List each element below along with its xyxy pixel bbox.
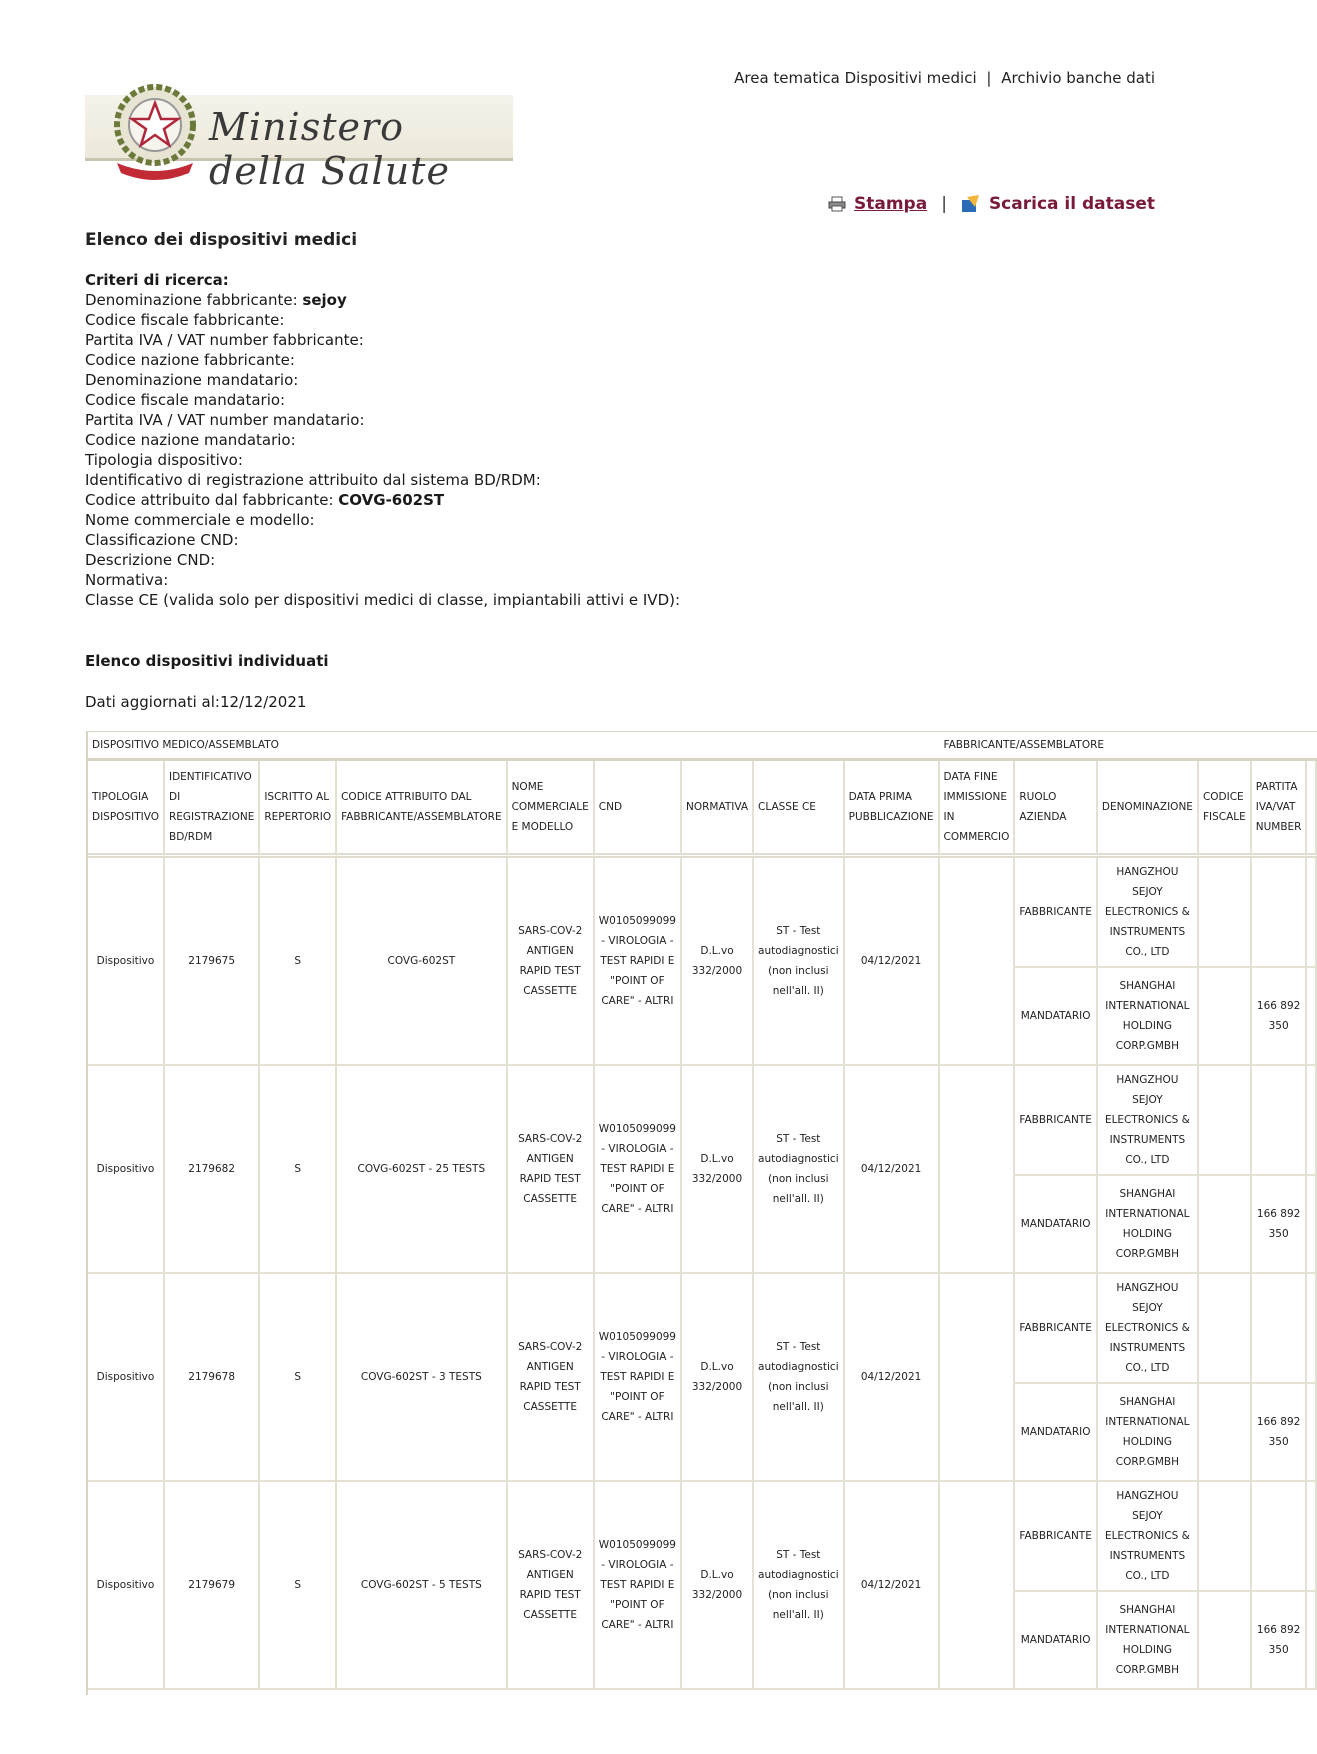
- cell-iscritto: S: [260, 1482, 337, 1690]
- column-header[interactable]: TIPOLOGIA DISPOSITIVO: [88, 761, 165, 858]
- cell-iscritto: S: [260, 858, 337, 1066]
- cell-cf: [1199, 1592, 1252, 1690]
- table-row: [88, 1274, 1317, 1384]
- results-title: Elenco dispositivi individuati: [85, 652, 329, 670]
- table-row: [88, 1066, 1317, 1176]
- group-header-device: DISPOSITIVO MEDICO/ASSEMBLATO: [88, 731, 940, 761]
- cell-id: 2179678: [165, 1274, 260, 1482]
- criteria-value: sejoy: [302, 291, 347, 309]
- cell-normativa: D.L.vo 332/2000: [682, 1482, 754, 1690]
- cell-tipologia: Dispositivo: [88, 1274, 165, 1482]
- cell-cnd: W0105099099 - VIROLOGIA - TEST RAPIDI E "POINT OF CARE" - ALTRI: [595, 1274, 682, 1482]
- cell-denominazione: HANGZHOU SEJOY ELECTRONICS & INSTRUMENTS CO., LTD: [1098, 1482, 1199, 1592]
- cell-nome: SARS-COV-2 ANTIGEN RAPID TEST CASSETTE: [508, 1482, 595, 1690]
- criteria-item: [85, 330, 680, 350]
- cell-cutoff: [1307, 968, 1317, 1066]
- cell-data-fine: [940, 1066, 1016, 1274]
- cell-cutoff: [1307, 858, 1317, 968]
- cell-codice: COVG-602ST - 3 TESTS: [337, 1274, 507, 1482]
- cell-denominazione: SHANGHAI INTERNATIONAL HOLDING CORP.GMBH: [1098, 968, 1199, 1066]
- criteria-item: [85, 370, 680, 390]
- nav-separator: |: [986, 69, 992, 87]
- results-table-body: [88, 858, 1317, 1690]
- criteria-item: [85, 490, 680, 510]
- cell-data-pub: 04/12/2021: [845, 1482, 940, 1690]
- cell-ruolo: FABBRICANTE: [1015, 1482, 1097, 1592]
- cell-data-pub: 04/12/2021: [845, 1274, 940, 1482]
- cell-cf: [1199, 968, 1252, 1066]
- cell-data-fine: [940, 1482, 1016, 1690]
- cell-cutoff: [1307, 1384, 1317, 1482]
- cell-cutoff: [1307, 1176, 1317, 1274]
- cell-cutoff: [1307, 1066, 1317, 1176]
- criteria-label: Codice fiscale mandatario:: [85, 391, 286, 409]
- column-header[interactable]: DENOMINAZIONE: [1098, 761, 1199, 858]
- criteria-value: COVG-602ST: [338, 491, 445, 509]
- cell-piva: [1252, 1274, 1308, 1384]
- actions-separator: |: [941, 194, 947, 214]
- cell-tipologia: Dispositivo: [88, 1066, 165, 1274]
- criteria-item: [85, 290, 680, 310]
- criteria-label: Codice fiscale fabbricante:: [85, 311, 285, 329]
- criteria-item: [85, 350, 680, 370]
- results-table-container[interactable]: [86, 731, 1302, 1695]
- table-row: [88, 1482, 1317, 1592]
- data-updated-date: Dati aggiornati al:12/12/2021: [85, 693, 307, 711]
- dataset-download-icon[interactable]: [961, 195, 981, 213]
- cell-piva: [1252, 1482, 1308, 1592]
- cell-denominazione: HANGZHOU SEJOY ELECTRONICS & INSTRUMENTS CO., LTD: [1098, 858, 1199, 968]
- results-table: [88, 731, 1317, 1690]
- cell-iscritto: S: [260, 1274, 337, 1482]
- criteria-label: Normativa:: [85, 571, 169, 589]
- cell-nome: SARS-COV-2 ANTIGEN RAPID TEST CASSETTE: [508, 1066, 595, 1274]
- criteria-label: Codice attribuito dal fabbricante:: [85, 491, 334, 509]
- criteria-item: [85, 430, 680, 450]
- nav-link-archivio-banche-dati[interactable]: Archivio banche dati: [1001, 69, 1155, 87]
- criteria-label: Partita IVA / VAT number mandatario:: [85, 411, 365, 429]
- criteria-item: [85, 470, 680, 490]
- cell-denominazione: SHANGHAI INTERNATIONAL HOLDING CORP.GMBH: [1098, 1176, 1199, 1274]
- column-header[interactable]: DATA PRIMA PUBBLICAZIONE: [845, 761, 940, 858]
- cell-nome: SARS-COV-2 ANTIGEN RAPID TEST CASSETTE: [508, 858, 595, 1066]
- cell-iscritto: S: [260, 1066, 337, 1274]
- cell-data-pub: 04/12/2021: [845, 858, 940, 1066]
- cell-denominazione: SHANGHAI INTERNATIONAL HOLDING CORP.GMBH: [1098, 1384, 1199, 1482]
- criteria-item: [85, 510, 680, 530]
- criteria-label: Denominazione mandatario:: [85, 371, 299, 389]
- cell-piva: 166 892 350: [1252, 1592, 1308, 1690]
- search-criteria-section: [85, 230, 680, 610]
- cell-classe: ST - Test autodiagnostici (non inclusi nell'all. II): [754, 858, 845, 1066]
- criteria-item: [85, 310, 680, 330]
- criteria-item: [85, 450, 680, 470]
- ministry-logo[interactable]: [85, 75, 513, 193]
- cell-normativa: D.L.vo 332/2000: [682, 858, 754, 1066]
- cell-data-fine: [940, 1274, 1016, 1482]
- criteria-label: Codice nazione mandatario:: [85, 431, 296, 449]
- cell-classe: ST - Test autodiagnostici (non inclusi nell'all. II): [754, 1066, 845, 1274]
- cell-cf: [1199, 1482, 1252, 1592]
- cell-ruolo: FABBRICANTE: [1015, 1066, 1097, 1176]
- cell-cutoff: [1307, 1592, 1317, 1690]
- column-header-row: [88, 761, 1317, 858]
- cell-id: 2179675: [165, 858, 260, 1066]
- criteria-label: Denominazione fabbricante:: [85, 291, 298, 309]
- cell-piva: 166 892 350: [1252, 968, 1308, 1066]
- cell-cutoff: [1307, 1274, 1317, 1384]
- cell-cnd: W0105099099 - VIROLOGIA - TEST RAPIDI E "POINT OF CARE" - ALTRI: [595, 858, 682, 1066]
- cell-ruolo: MANDATARIO: [1015, 1384, 1097, 1482]
- cell-classe: ST - Test autodiagnostici (non inclusi nell'all. II): [754, 1274, 845, 1482]
- column-header-cutoff: [1307, 761, 1317, 858]
- cell-id: 2179679: [165, 1482, 260, 1690]
- criteria-label: Classificazione CND:: [85, 531, 239, 549]
- top-nav: [734, 69, 1155, 87]
- column-header[interactable]: CODICE ATTRIBUITO DAL FABBRICANTE/ASSEMBLATORE: [337, 761, 507, 858]
- cell-cf: [1199, 1384, 1252, 1482]
- criteria-item: [85, 570, 680, 590]
- cell-piva: [1252, 1066, 1308, 1176]
- cell-data-fine: [940, 858, 1016, 1066]
- criteria-label: Tipologia dispositivo:: [85, 451, 243, 469]
- logo-title: Ministero della Salute: [209, 105, 450, 193]
- column-header[interactable]: ISCRITTO AL REPERTORIO: [260, 761, 337, 858]
- cell-normativa: D.L.vo 332/2000: [682, 1066, 754, 1274]
- cell-cf: [1199, 1274, 1252, 1384]
- cell-denominazione: HANGZHOU SEJOY ELECTRONICS & INSTRUMENTS CO., LTD: [1098, 1066, 1199, 1176]
- criteria-item: [85, 410, 680, 430]
- column-header[interactable]: CND: [595, 761, 682, 858]
- cell-piva: 166 892 350: [1252, 1176, 1308, 1274]
- cell-tipologia: Dispositivo: [88, 858, 165, 1066]
- cell-classe: ST - Test autodiagnostici (non inclusi nell'all. II): [754, 1482, 845, 1690]
- cell-cf: [1199, 1066, 1252, 1176]
- cell-cnd: W0105099099 - VIROLOGIA - TEST RAPIDI E "POINT OF CARE" - ALTRI: [595, 1482, 682, 1690]
- criteria-label: Partita IVA / VAT number fabbricante:: [85, 331, 364, 349]
- criteria-item: [85, 390, 680, 410]
- cell-cnd: W0105099099 - VIROLOGIA - TEST RAPIDI E "POINT OF CARE" - ALTRI: [595, 1066, 682, 1274]
- criteria-item: [85, 590, 680, 610]
- print-link[interactable]: Stampa: [854, 194, 928, 214]
- nav-link-dispositivi-medici[interactable]: Area tematica Dispositivi medici: [734, 69, 977, 87]
- criteria-item: [85, 550, 680, 570]
- cell-ruolo: MANDATARIO: [1015, 968, 1097, 1066]
- column-header[interactable]: DATA FINE IMMISSIONE IN COMMERCIO: [940, 761, 1016, 858]
- cell-cutoff: [1307, 1482, 1317, 1592]
- criteria-list: [85, 290, 680, 610]
- page-actions: [828, 194, 1155, 214]
- cell-codice: COVG-602ST: [337, 858, 507, 1066]
- cell-denominazione: SHANGHAI INTERNATIONAL HOLDING CORP.GMBH: [1098, 1592, 1199, 1690]
- criteria-item: [85, 530, 680, 550]
- download-dataset-link[interactable]: Scarica il dataset: [988, 194, 1155, 214]
- page-title: Elenco dei dispositivi medici: [85, 230, 358, 250]
- cell-ruolo: FABBRICANTE: [1015, 858, 1097, 968]
- column-header[interactable]: NOME COMMERCIALE E MODELLO: [508, 761, 595, 858]
- table-row: [88, 858, 1317, 968]
- cell-tipologia: Dispositivo: [88, 1482, 165, 1690]
- column-header[interactable]: CLASSE CE: [754, 761, 845, 858]
- cell-normativa: D.L.vo 332/2000: [682, 1274, 754, 1482]
- cell-ruolo: MANDATARIO: [1015, 1176, 1097, 1274]
- criteria-label: Classe CE (valida solo per dispositivi medici di classe, impiantabili attivi e IVD):: [85, 591, 681, 609]
- cell-ruolo: FABBRICANTE: [1015, 1274, 1097, 1384]
- cell-id: 2179682: [165, 1066, 260, 1274]
- criteria-label: Descrizione CND:: [85, 551, 216, 569]
- cell-piva: 166 892 350: [1252, 1384, 1308, 1482]
- cell-cf: [1199, 858, 1252, 968]
- italian-republic-emblem-icon: [107, 75, 203, 183]
- cell-ruolo: MANDATARIO: [1015, 1592, 1097, 1690]
- cell-nome: SARS-COV-2 ANTIGEN RAPID TEST CASSETTE: [508, 1274, 595, 1482]
- column-header[interactable]: NORMATIVA: [682, 761, 754, 858]
- cell-cf: [1199, 1176, 1252, 1274]
- criteria-title: Criteri di ricerca:: [85, 271, 229, 289]
- column-header[interactable]: IDENTIFICATIVO DI REGISTRAZIONE BD/RDM: [165, 761, 260, 858]
- column-header[interactable]: PARTITA IVA/VAT NUMBER: [1252, 761, 1308, 858]
- criteria-label: Identificativo di registrazione attribuito dal sistema BD/RDM:: [85, 471, 541, 489]
- column-header[interactable]: CODICE FISCALE: [1199, 761, 1252, 858]
- cell-codice: COVG-602ST - 5 TESTS: [337, 1482, 507, 1690]
- printer-icon[interactable]: [828, 196, 846, 212]
- group-header-manufacturer: FABBRICANTE/ASSEMBLATORE: [940, 731, 1317, 761]
- criteria-label: Nome commerciale e modello:: [85, 511, 315, 529]
- column-header[interactable]: RUOLO AZIENDA: [1015, 761, 1097, 858]
- cell-denominazione: HANGZHOU SEJOY ELECTRONICS & INSTRUMENTS CO., LTD: [1098, 1274, 1199, 1384]
- cell-piva: [1252, 858, 1308, 968]
- criteria-label: Codice nazione fabbricante:: [85, 351, 295, 369]
- cell-codice: COVG-602ST - 25 TESTS: [337, 1066, 507, 1274]
- cell-data-pub: 04/12/2021: [845, 1066, 940, 1274]
